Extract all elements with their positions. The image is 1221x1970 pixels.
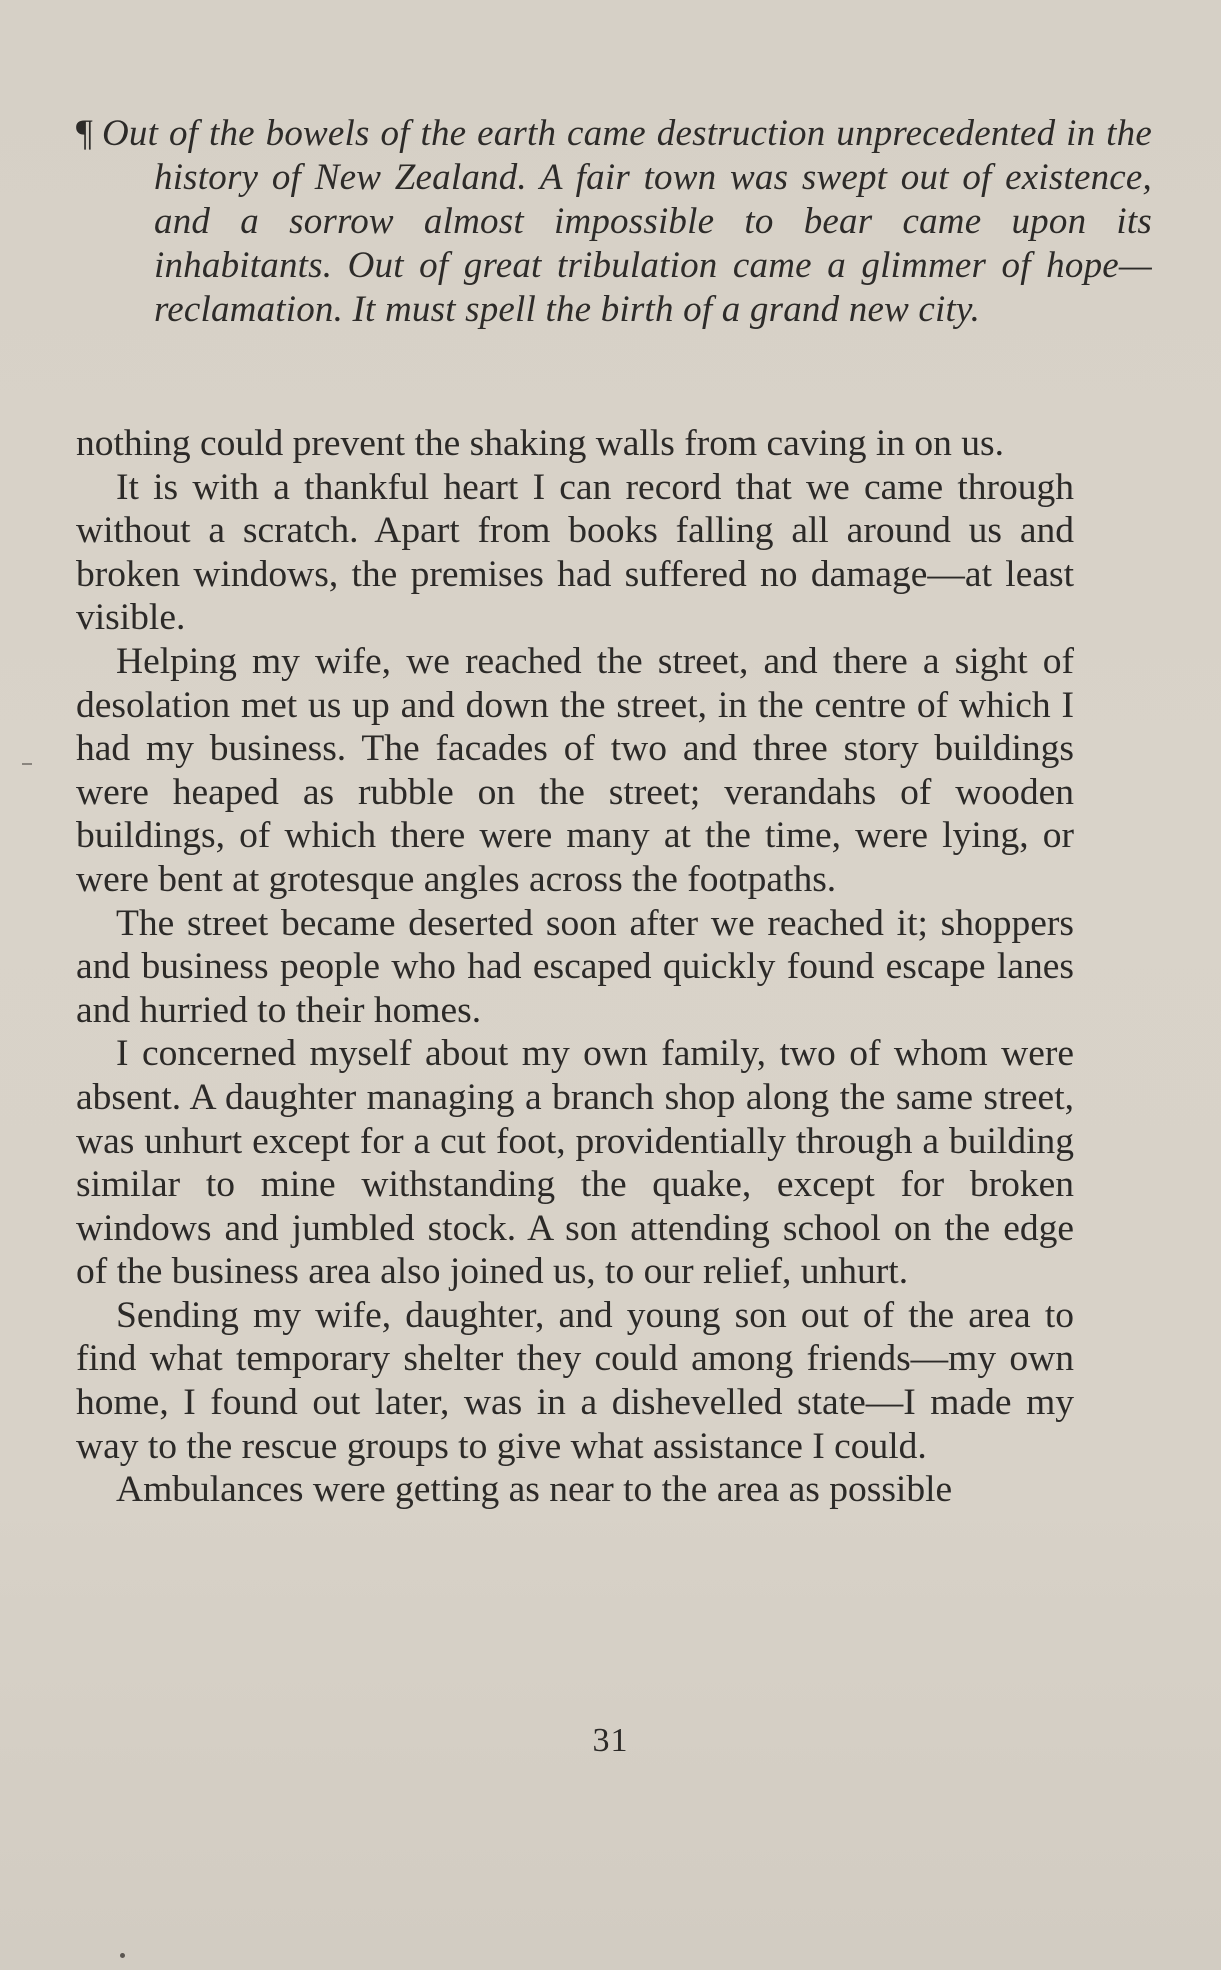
paragraph-continued: nothing could prevent the shaking walls from caving in on us. (76, 423, 1004, 464)
epigraph (76, 112, 1152, 332)
paragraph: Helping my wife, we reached the street, and there a sight of desolation met us up and down the street, in the centre of which I had my business. The facades of two and three story buildings were heaped as rubble on the street; verandahs of wooden buildings, of which there were many at the time, were lying, or were bent at grotesque angles across the footpaths. (76, 640, 1074, 900)
paper-speck (120, 1953, 125, 1958)
paragraph: The street became deserted soon after we reached it; shoppers and business people who had escaped quickly found escape lanes and hurried to their homes. (76, 902, 1074, 1031)
margin-mark (22, 763, 32, 765)
pilcrow-mark: ¶ (76, 113, 93, 154)
paragraph: Ambulances were getting as near to the area as possible (116, 1469, 953, 1511)
paragraph: I concerned myself about my own family, two of whom were absent. A daughter managing a branch shop along the same street, was unhurt except for a cut foot, providentially through a building similar to mine withstanding the quake, except for broken windows and jumbled stock. A son attending school on the edge of the business area also joined us, to our relief, unhurt. (76, 1033, 1074, 1293)
epigraph-text: Out of the bowels of the earth came destruction unprecedented in the history of New Zealand. A fair town was swept out of existence, and a sorrow almost impossible to bear came upon its inhabitants. Out of great tribulation came a glimmer of hope—reclamation. It must spell the birth of a grand new city. (102, 113, 1152, 330)
page-number: 31 (592, 1722, 629, 1759)
paragraph: Sending my wife, daughter, and young son out of the area to find what temporary shelter they could among friends—my own home, I found out later, was in a dishevelled state—I made my way to the rescue groups to give what assistance I could. (76, 1294, 1074, 1467)
body-text (76, 422, 1074, 1512)
paragraph: It is with a thankful heart I can record that we came through without a scratch. Apart from books falling all around us and broken windows, the premises had suffered no damage—at least visible. (76, 466, 1074, 639)
